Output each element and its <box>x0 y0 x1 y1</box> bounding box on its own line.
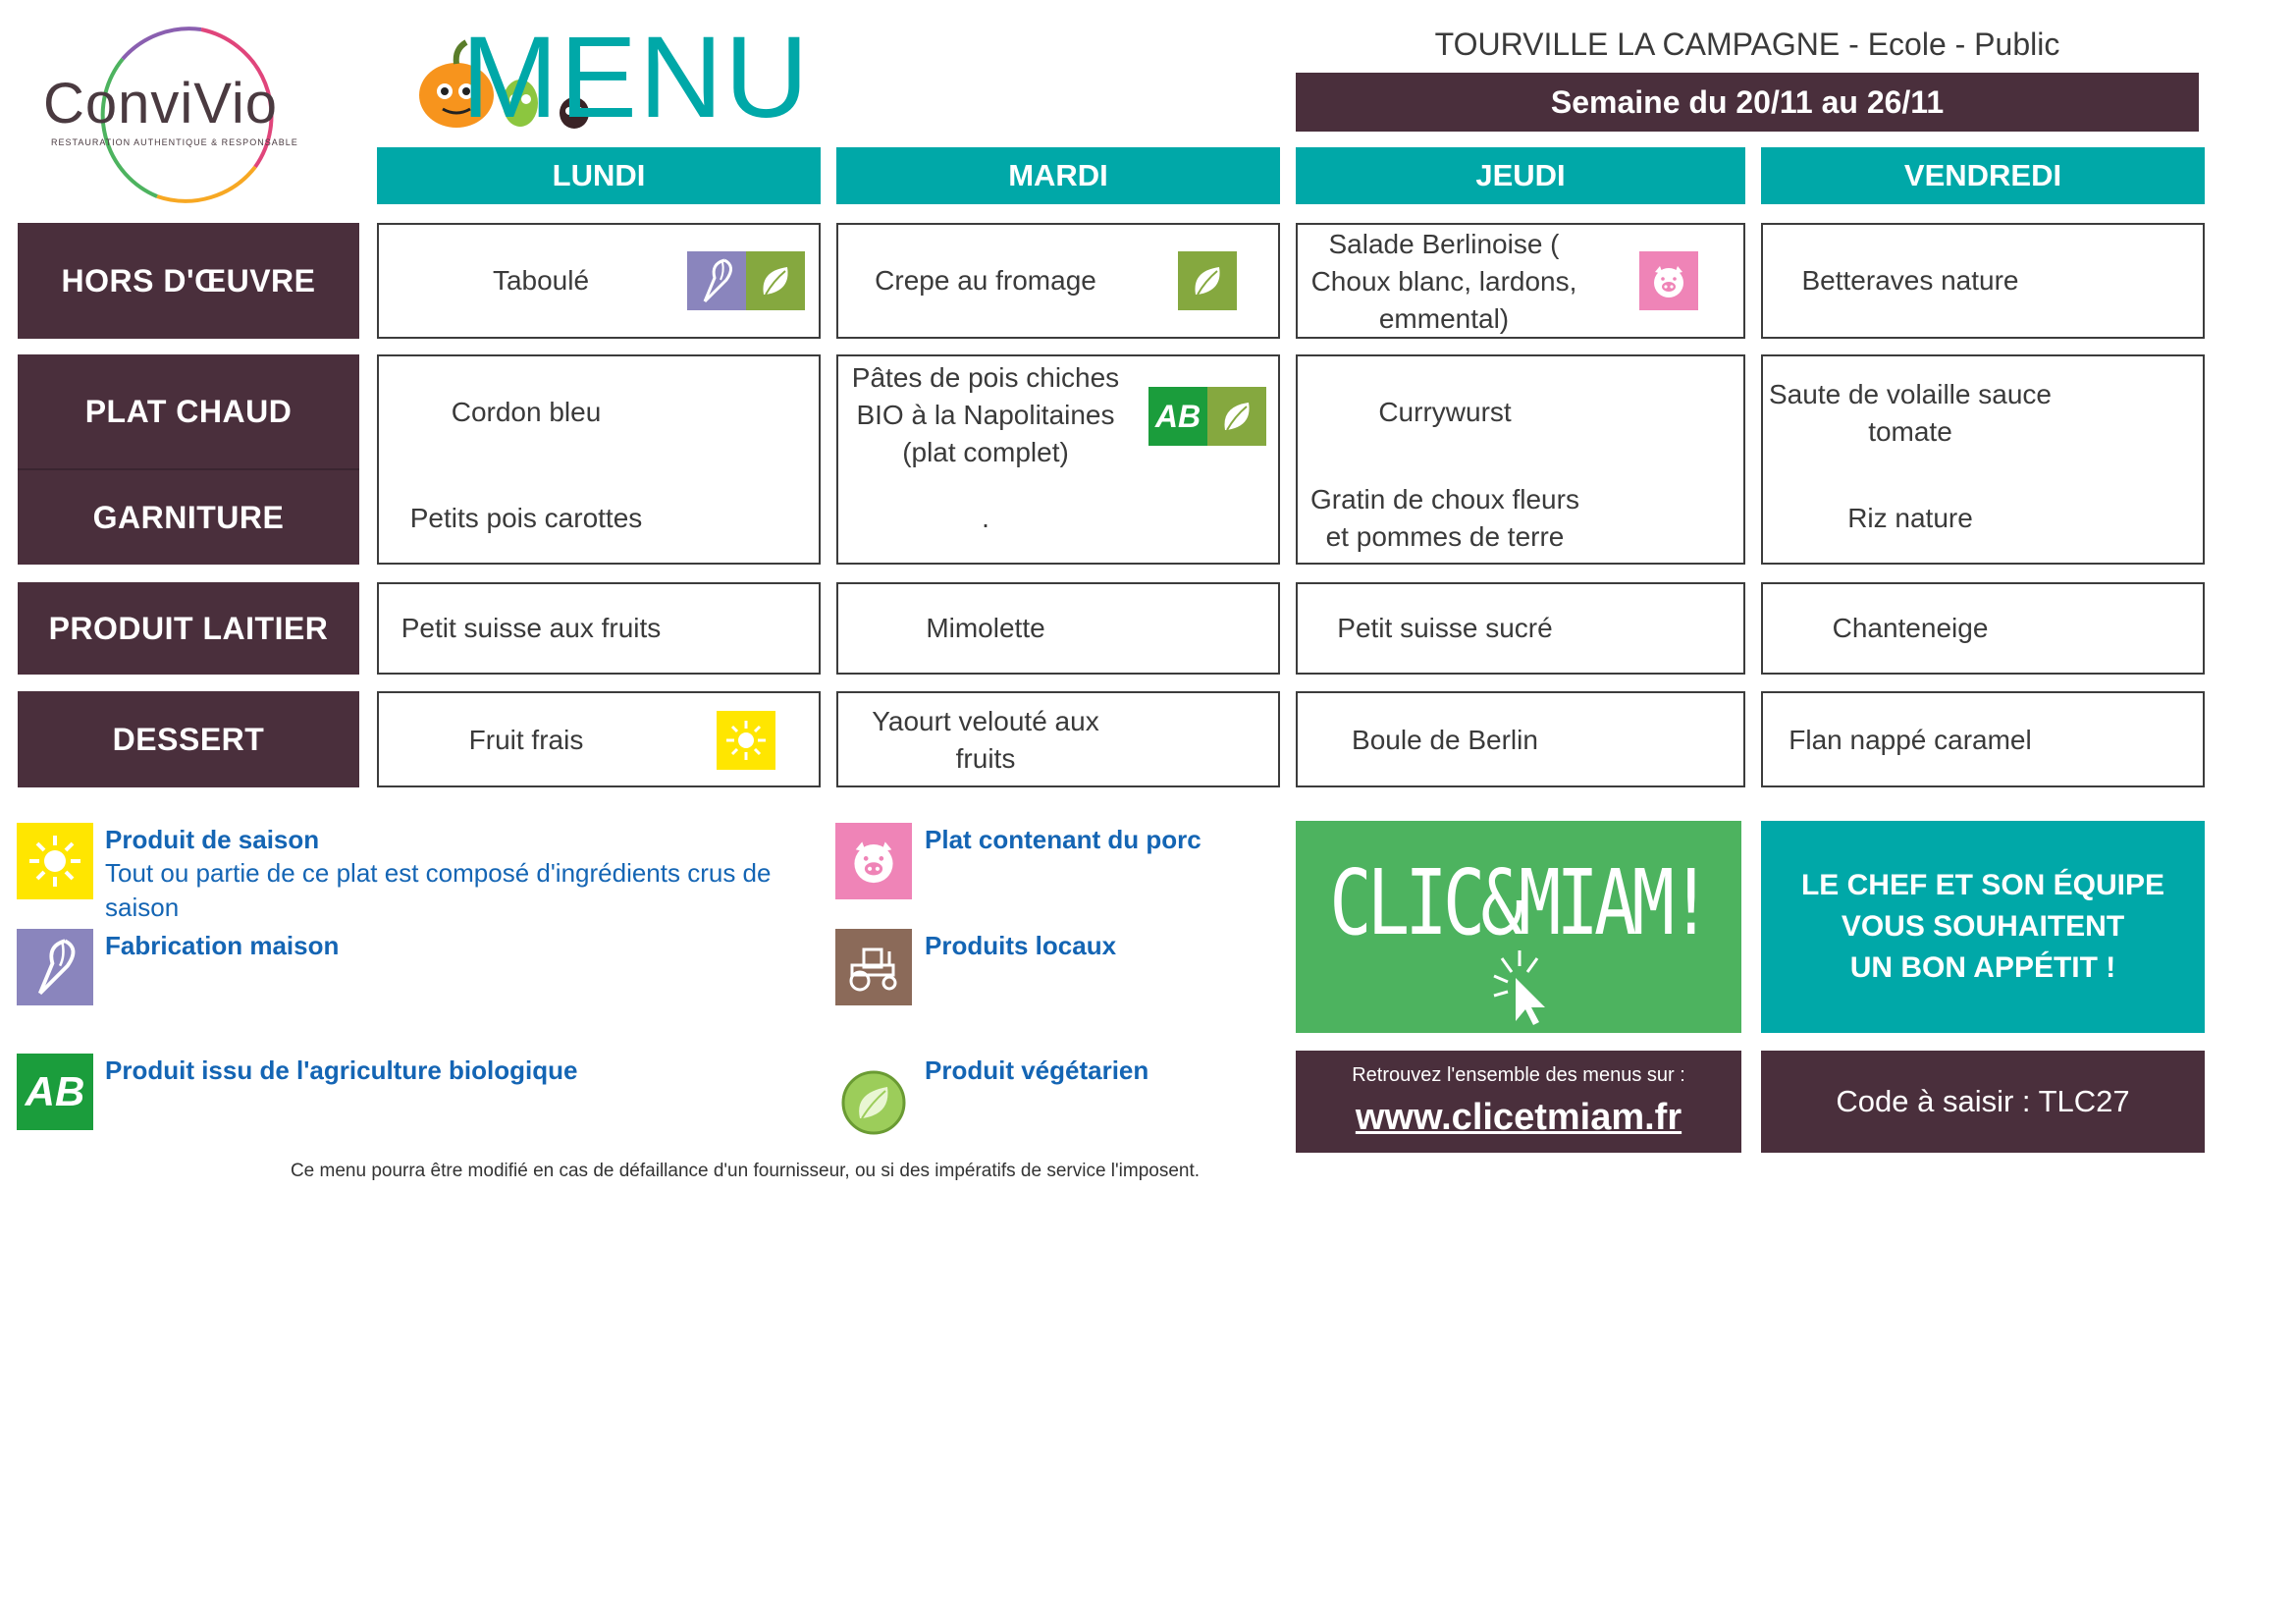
day-header-mardi: MARDI <box>836 147 1280 204</box>
logo-wordmark: ConviVio <box>43 72 279 135</box>
retrouvez-text: Retrouvez l'ensemble des menus sur : <box>1352 1064 1685 1086</box>
chef-message-line-2: VOUS SOUHAITENT <box>1841 910 2125 943</box>
location-label: TOURVILLE LA CAMPAGNE - Ecole - Public <box>1434 26 2060 62</box>
row-label-dessert: DESSERT <box>18 691 359 787</box>
cell-jeudi-dessert <box>1296 691 1745 787</box>
cell-jeudi-plat-garniture <box>1296 354 1745 565</box>
whisk-icon <box>17 929 93 1005</box>
row-label-hors-doeuvre: HORS D'ŒUVRE <box>18 223 359 339</box>
dish-text: Flan nappé caramel <box>1789 725 2032 755</box>
whisk-icon <box>687 251 746 310</box>
cell-lundi-produit-laitier <box>377 582 821 675</box>
cursor-icon <box>1465 947 1573 1027</box>
dish-garniture: Riz nature <box>1847 503 1973 533</box>
dish-text: Crepe au fromage <box>875 265 1096 296</box>
pig-icon <box>835 823 912 899</box>
legend-vege-title: Produit végétarien <box>925 1056 1149 1085</box>
cell-jeudi-hors-doeuvre <box>1296 223 1745 339</box>
ab-organic-icon: AB <box>1148 387 1207 446</box>
legend-saison-desc: Tout ou partie de ce plat est composé d'ingrédients crus de saison <box>105 858 772 922</box>
dish-garniture: . <box>982 503 989 533</box>
dish-text: Mimolette <box>926 613 1045 643</box>
cell-lundi-hors-doeuvre <box>377 223 821 339</box>
legend-saison-title: Produit de saison <box>105 825 320 854</box>
sun-icon <box>717 711 775 770</box>
dish-text: Chanteneige <box>1832 613 1989 643</box>
leaf-icon <box>1207 387 1266 446</box>
legend-maison-title: Fabrication maison <box>105 931 340 960</box>
day-header-jeudi: JEUDI <box>1296 147 1745 204</box>
cell-vendredi-plat-garniture <box>1761 354 2205 565</box>
dish-plat-chaud: Currywurst <box>1378 397 1512 427</box>
week-banner: Semaine du 20/11 au 26/11 <box>1296 73 2199 132</box>
pig-icon <box>1639 251 1698 310</box>
cell-mardi-produit-laitier <box>836 582 1280 675</box>
chef-message-line-1: LE CHEF ET SON ÉQUIPE <box>1800 869 2165 901</box>
convivio-logo <box>29 20 344 206</box>
dish-text: Yaourt velouté aux fruits <box>872 706 1099 774</box>
dish-text: Salade Berlinoise ( Choux blanc, lardons, emmental) <box>1310 229 1577 334</box>
tractor-icon <box>835 929 912 1005</box>
dish-garniture: Petits pois carottes <box>409 503 643 533</box>
sun-icon <box>17 823 93 899</box>
day-header-vendredi: VENDREDI <box>1761 147 2205 204</box>
dish-text: Betteraves nature <box>1801 265 2019 296</box>
chef-message-line-3: UN BON APPÉTIT ! <box>1849 951 2116 984</box>
dish-text: Taboulé <box>492 265 590 296</box>
menu-title: MENU <box>461 13 811 142</box>
logo-tagline: RESTAURATION AUTHENTIQUE & RESPONSABLE <box>51 137 298 147</box>
cell-vendredi-produit-laitier <box>1761 582 2205 675</box>
cell-mardi-hors-doeuvre <box>836 223 1280 339</box>
dish-plat-chaud: Saute de volaille sauce tomate <box>1769 379 2052 447</box>
code-box: Code à saisir : TLC27 <box>1761 1051 2205 1153</box>
clic-miam-logo: CLIC&MIAM! <box>1329 849 1708 955</box>
row-label-plat-garniture <box>18 354 359 565</box>
cell-lundi-plat-garniture <box>377 354 821 565</box>
day-header-lundi: LUNDI <box>377 147 821 204</box>
dish-text: Petit suisse sucré <box>1337 613 1553 643</box>
dish-garniture: Gratin de choux fleurs et pommes de terre <box>1310 484 1579 552</box>
cell-vendredi-dessert <box>1761 691 2205 787</box>
legend-porc-title: Plat contenant du porc <box>925 825 1201 854</box>
legend-bio-title: Produit issu de l'agriculture biologique <box>105 1056 578 1085</box>
cell-lundi-dessert <box>377 691 821 787</box>
leaf-circle-icon <box>835 1065 912 1142</box>
website-link[interactable]: www.clicetmiam.fr <box>1355 1096 1682 1138</box>
website-box <box>1296 1051 1741 1153</box>
dish-text: Fruit frais <box>468 725 584 755</box>
footer-note: Ce menu pourra être modifié en cas de défaillance d'un fournisseur, ou si des impératifs de service l'imposent. <box>290 1161 1201 1181</box>
clic-miam-banner[interactable] <box>1296 821 1741 1033</box>
chef-message-box <box>1761 821 2205 1033</box>
cell-jeudi-produit-laitier <box>1296 582 1745 675</box>
cell-vendredi-hors-doeuvre <box>1761 223 2205 339</box>
legend-locaux-title: Produits locaux <box>925 931 1117 960</box>
cell-mardi-dessert <box>836 691 1280 787</box>
row-label-garniture: GARNITURE <box>92 499 285 535</box>
leaf-icon <box>746 251 805 310</box>
dish-plat-chaud: Cordon bleu <box>451 397 602 427</box>
dish-text: Petit suisse aux fruits <box>400 613 662 643</box>
leaf-icon <box>1178 251 1237 310</box>
dish-plat-chaud: Pâtes de pois chiches BIO à la Napolitaines (plat complet) <box>851 362 1120 467</box>
dish-text: Boule de Berlin <box>1352 725 1538 755</box>
row-label-plat-chaud: PLAT CHAUD <box>84 393 293 429</box>
ab-organic-icon: AB <box>17 1054 93 1130</box>
cell-mardi-plat-garniture <box>836 354 1280 565</box>
row-label-produit-laitier: PRODUIT LAITIER <box>18 582 359 675</box>
